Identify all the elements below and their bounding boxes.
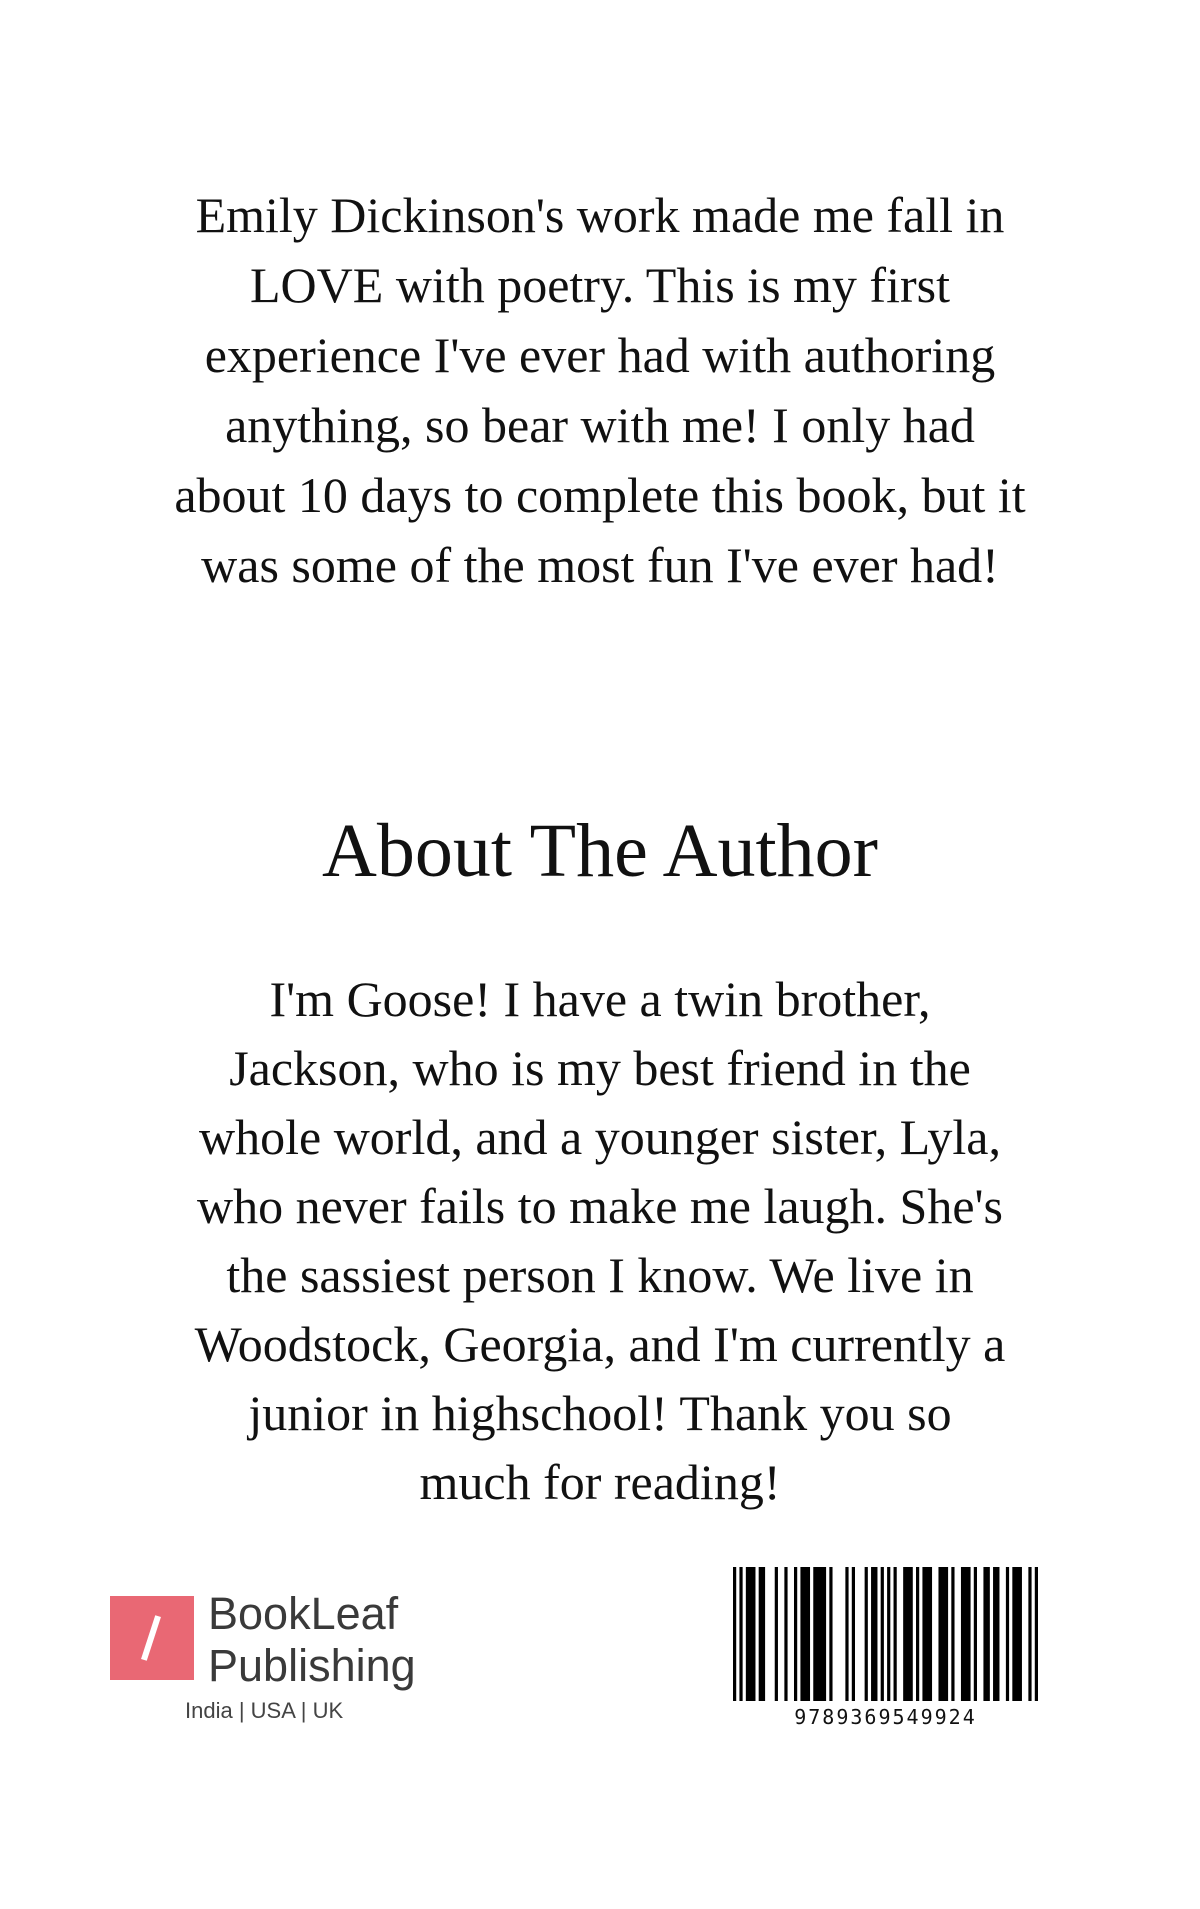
barcode-bar (974, 1567, 977, 1701)
barcode-bar (759, 1567, 765, 1701)
barcode-bar (1006, 1567, 1009, 1701)
slash-logo-icon (110, 1596, 194, 1680)
back-cover-blurb (100, 180, 1100, 600)
barcode-bars (733, 1567, 1038, 1701)
barcode-bar (894, 1567, 897, 1701)
barcode-bar (903, 1567, 913, 1701)
publisher-logo (110, 1588, 450, 1736)
bio-line: whole world, and a younger sister, Lyla, (199, 1109, 1001, 1165)
blurb-line: LOVE with poetry. This is my first (250, 257, 950, 313)
barcode-bar (951, 1567, 954, 1701)
blurb-line: Emily Dickinson's work made me fall in (195, 187, 1005, 243)
barcode-bar (887, 1567, 890, 1701)
publisher-name (208, 1588, 416, 1692)
publisher-name-line2: Publishing (208, 1640, 416, 1691)
blurb-line: was some of the most fun I've ever had! (201, 537, 999, 593)
blurb-line: experience I've ever had with authoring (204, 327, 996, 383)
barcode-bar (865, 1567, 868, 1701)
barcode-bar (1035, 1567, 1038, 1701)
author-bio (100, 965, 1100, 1517)
barcode-bar (794, 1567, 797, 1701)
barcode-bar (775, 1567, 778, 1701)
barcode-bar (922, 1567, 932, 1701)
bio-line: the sassiest person I know. We live in (226, 1247, 974, 1303)
isbn-number: 9789369549924 (794, 1705, 977, 1729)
barcode-bar (938, 1567, 948, 1701)
barcode-bar (784, 1567, 787, 1701)
isbn-barcode (733, 1567, 1038, 1742)
bio-line: Woodstock, Georgia, and I'm currently a (194, 1316, 1006, 1372)
barcode-bar (916, 1567, 919, 1701)
slash-mark (141, 1615, 161, 1661)
blurb-line: anything, so bear with me! I only had (225, 397, 975, 453)
blurb-line: about 10 days to complete this book, but it (174, 467, 1026, 523)
barcode-bar (1028, 1567, 1031, 1701)
bio-line: who never fails to make me laugh. She's (196, 1178, 1004, 1234)
barcode-bar (1012, 1567, 1022, 1701)
barcode-bar (800, 1567, 810, 1701)
publisher-regions: India | USA | UK (185, 1698, 344, 1723)
bio-line: I'm Goose! I have a twin brother, (269, 971, 931, 1027)
barcode-bar (871, 1567, 877, 1701)
barcode-bar (983, 1567, 989, 1701)
barcode-bar (961, 1567, 971, 1701)
barcode-bar (739, 1567, 742, 1701)
barcode-bar (746, 1567, 756, 1701)
barcode-bar (829, 1567, 832, 1701)
bio-line: junior in highschool! Thank you so (248, 1385, 952, 1441)
barcode-bar (993, 1567, 999, 1701)
about-author-heading: About The Author (322, 809, 878, 893)
barcode-bar (733, 1567, 736, 1701)
publisher-name-line1: BookLeaf (208, 1588, 399, 1639)
barcode-bar (852, 1567, 855, 1701)
bio-line: Jackson, who is my best friend in the (229, 1040, 971, 1096)
barcode-bar (845, 1567, 848, 1701)
barcode-bar (881, 1567, 884, 1701)
bio-line: much for reading! (419, 1454, 781, 1510)
barcode-bar (813, 1567, 826, 1701)
